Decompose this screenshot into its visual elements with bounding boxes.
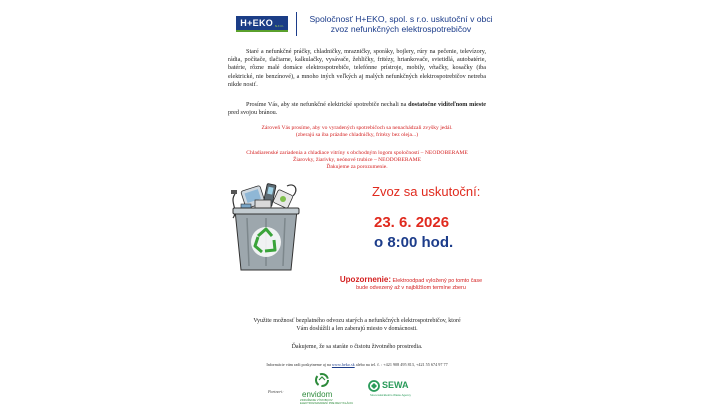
logo-underline: [236, 30, 288, 32]
title-line-2: zvoz nefunkčných elektrospotrebičov: [330, 24, 472, 34]
collection-date: 23. 6. 2026: [374, 214, 450, 231]
collection-time: o 8:00 hod.: [374, 234, 454, 251]
late-warning: [318, 276, 504, 293]
not-accepted-note: [228, 150, 486, 172]
envidom-name: envidom: [302, 390, 333, 399]
appliance-list-paragraph: Staré a nefunkčné práčky, chladničky, mrazničky, sporáky, bojlery, rúry na pečenie, televízory, rádia, počítače, tlačiarne, kalkulačky, vysávače, žehličky, fritézy, hriankovače, svietidlá, autobatérie, batérie, rôzne malé domáce elektrospotrebiče, telefónne prístroje, mobily, vŕtačky, kosačky (iba elektrické, nie benzínové), a mnoho iných veľkých aj malých nefunkčných elektrospotrebičov netreba nikde nosiť.: [228, 48, 486, 88]
warning-line-1: Elektroodpad vyložený po tomto čase: [391, 278, 483, 284]
contact-info: [228, 362, 486, 368]
logo-text: H+EKO: [240, 18, 274, 28]
not-accepted-line-1: Chladiarenské zariadenia a chladiace vitríny s obchodným logom spoločností – NEODOBERAME: [246, 150, 468, 156]
heko-logo: [236, 16, 288, 30]
partners-label: Partneri:: [268, 389, 284, 394]
placement-text-pre: Prosíme Vás, aby ste nefunkčné elektrické spotrebiče nechali na: [246, 101, 409, 108]
free-pickup-line-2: Vám doslúžili a len zaberajú miesto v domácnosti.: [296, 326, 418, 332]
placement-text-post: pred svojou bránou.: [228, 109, 278, 117]
warning-label: Upozornenie:: [339, 275, 391, 284]
free-pickup-line-1: Využite možnosť bezplatného odvozu starých a nefunkčných elektrospotrebičov, ktoré: [253, 318, 461, 324]
sewa-subtitle: Slovenská Elektro Waste Agency: [370, 393, 411, 397]
food-note-line-1: Zároveň Vás prosíme, aby vo vyradených spotrebičoch sa nenachádzali zvyšky jedál.: [261, 125, 453, 131]
page-title: [296, 14, 506, 34]
not-accepted-line-2: Žiarovky, žiarivky, neónové trubice – NEODOBERAME: [292, 157, 422, 164]
recycle-arrows-icon: [251, 227, 281, 257]
thanks-paragraph: Ďakujeme, že sa staráte o čistotu životného prostredia.: [291, 344, 423, 350]
website-link[interactable]: www.heko.sk: [331, 362, 355, 367]
recycle-bin-illustration: [225, 180, 305, 275]
thanks-line: Ďakujeme za porozumenie.: [326, 164, 388, 171]
collection-title: Zvoz sa uskutoční:: [372, 184, 481, 199]
food-note-line-2: (zberajú sa iba prázdne chladničky, fritézy bez oleja...): [295, 132, 419, 139]
placement-paragraph: [228, 101, 486, 117]
title-line-1: Spoločnosť H+EKO, spol. s r.o. uskutoční v obci: [309, 14, 493, 24]
free-pickup-paragraph: [228, 317, 486, 333]
contact-info-post: alebo na tel. č. : +421 908 495 813, +421 55 674 97 77: [354, 362, 448, 367]
logo-sub: s.r.o.: [275, 22, 284, 28]
sewa-name: SEWA: [382, 380, 409, 390]
food-residue-note: [228, 125, 486, 139]
envidom-subtitle: ZDRUŽENIE VÝROBCOV ELEKTROZARIADENÍ PRE RECYKLÁCIU: [300, 398, 354, 406]
placement-text-bold: dostatočne viditeľnom mieste: [408, 101, 486, 108]
contact-info-pre: Informácie vám radi poskytneme aj na: [266, 362, 332, 367]
warning-line-2: bude odvezený až v najbližšom termíne zberu: [356, 285, 466, 292]
